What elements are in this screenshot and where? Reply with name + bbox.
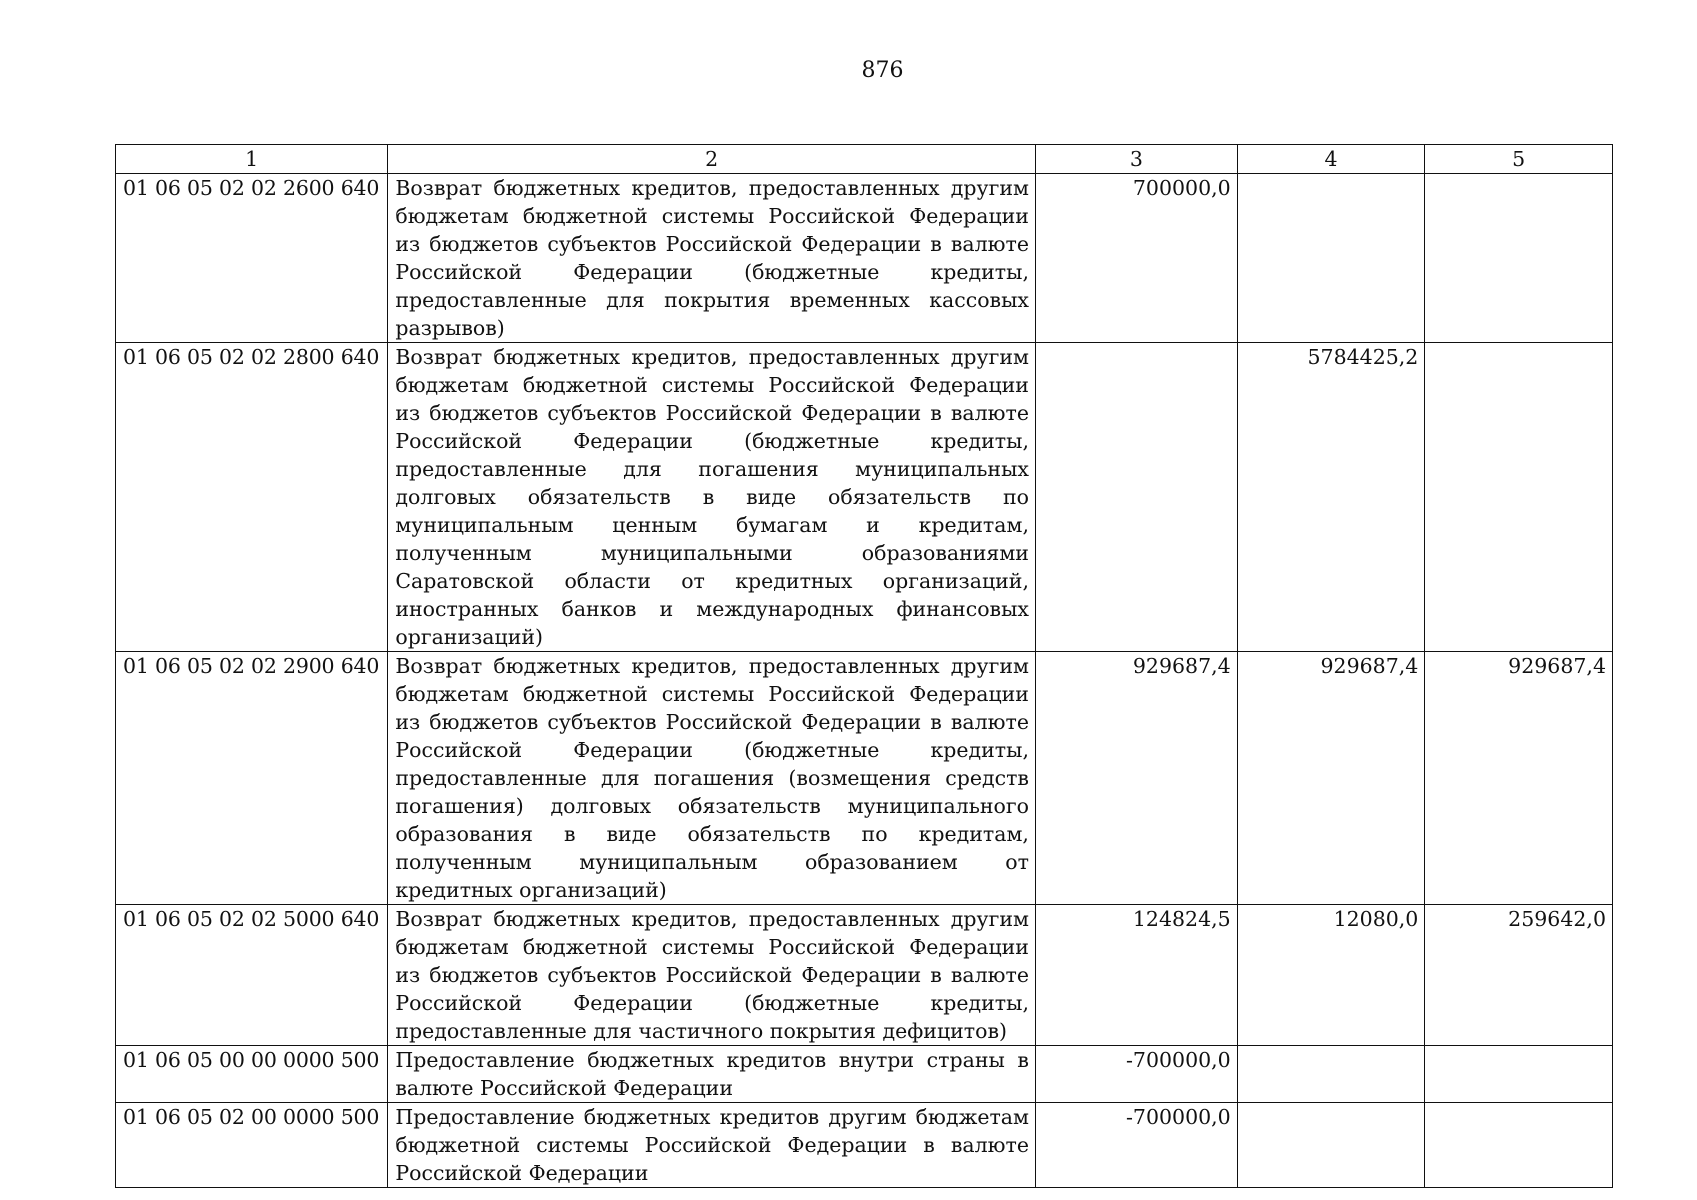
amount-col5: 929687,4 — [1425, 652, 1613, 905]
amount-col4 — [1237, 174, 1425, 343]
column-header-1: 1 — [116, 145, 388, 174]
amount-col4 — [1237, 1103, 1425, 1188]
amount-col4 — [1237, 1046, 1425, 1103]
amount-col5 — [1425, 1046, 1613, 1103]
amount-col4: 5784425,2 — [1237, 343, 1425, 652]
row-description: Предоставление бюджетных кредитов внутри страны в валюте Российской Федерации — [388, 1046, 1036, 1103]
amount-col5 — [1425, 343, 1613, 652]
amount-col5 — [1425, 174, 1613, 343]
table-row — [116, 1103, 1613, 1188]
classification-code: 01 06 05 02 00 0000 500 — [116, 1103, 388, 1188]
budget-sources-table — [115, 144, 1613, 1188]
row-description: Возврат бюджетных кредитов, предоставленных другим бюджетам бюджетной системы Российской Федерации из бюджетов субъектов Российской Федерации в валюте Российской Федерации (бюджетные кредиты, предоставленные для покрытия временных кассовых разрывов) — [388, 174, 1036, 343]
amount-col4: 929687,4 — [1237, 652, 1425, 905]
row-description: Возврат бюджетных кредитов, предоставленных другим бюджетам бюджетной системы Российской Федерации из бюджетов субъектов Российской Федерации в валюте Российской Федерации (бюджетные кредиты, предоставленные для погашения (возмещения средств погашения) долговых обязательств муниципального образования в виде обязательств по кредитам, полученным муниципальным образованием от кредитных организаций) — [388, 652, 1036, 905]
amount-col4: 12080,0 — [1237, 905, 1425, 1046]
amount-col3: 124824,5 — [1035, 905, 1237, 1046]
column-header-3: 3 — [1035, 145, 1237, 174]
page-number: 876 — [861, 58, 904, 83]
classification-code: 01 06 05 00 00 0000 500 — [116, 1046, 388, 1103]
amount-col5: 259642,0 — [1425, 905, 1613, 1046]
column-header-5: 5 — [1425, 145, 1613, 174]
classification-code: 01 06 05 02 02 2600 640 — [116, 174, 388, 343]
amount-col3: -700000,0 — [1035, 1103, 1237, 1188]
table-row — [116, 343, 1613, 652]
classification-code: 01 06 05 02 02 5000 640 — [116, 905, 388, 1046]
table-row — [116, 174, 1613, 343]
column-number-row — [116, 145, 1613, 174]
row-description: Предоставление бюджетных кредитов другим бюджетам бюджетной системы Российской Федерации в валюте Российской Федерации — [388, 1103, 1036, 1188]
table-row — [116, 905, 1613, 1046]
amount-col3: 700000,0 — [1035, 174, 1237, 343]
classification-code: 01 06 05 02 02 2800 640 — [116, 343, 388, 652]
amount-col5 — [1425, 1103, 1613, 1188]
table-row — [116, 1046, 1613, 1103]
amount-col3: -700000,0 — [1035, 1046, 1237, 1103]
column-header-4: 4 — [1237, 145, 1425, 174]
classification-code: 01 06 05 02 02 2900 640 — [116, 652, 388, 905]
row-description: Возврат бюджетных кредитов, предоставленных другим бюджетам бюджетной системы Российской Федерации из бюджетов субъектов Российской Федерации в валюте Российской Федерации (бюджетные кредиты, предоставленные для погашения муниципальных долговых обязательств в виде обязательств по муниципальным ценным бумагам и кредитам, полученным муниципальными образованиями Саратовской области от кредитных организаций, иностранных банков и международных финансовых организаций) — [388, 343, 1036, 652]
column-header-2: 2 — [388, 145, 1036, 174]
amount-col3 — [1035, 343, 1237, 652]
row-description: Возврат бюджетных кредитов, предоставленных другим бюджетам бюджетной системы Российской Федерации из бюджетов субъектов Российской Федерации в валюте Российской Федерации (бюджетные кредиты, предоставленные для частичного покрытия дефицитов) — [388, 905, 1036, 1046]
table-row — [116, 652, 1613, 905]
amount-col3: 929687,4 — [1035, 652, 1237, 905]
